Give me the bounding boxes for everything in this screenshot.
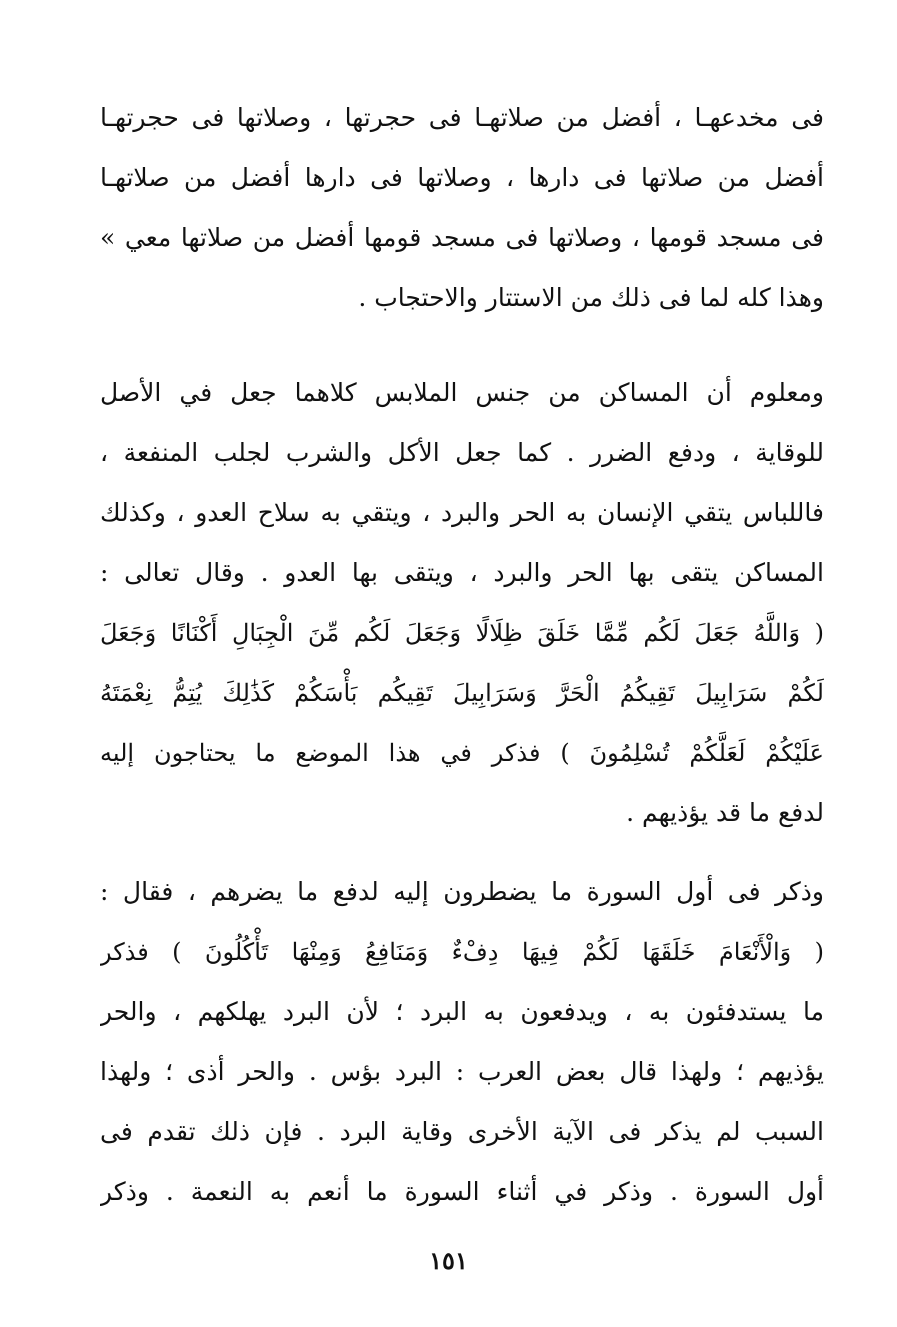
text-line: السبب لم يذكر فى الآية الأخرى وقاية البرد . فإن ذلك تقدم فى [100, 1117, 824, 1146]
text-line: أفضل من صلاتها فى دارها ، وصلاتها فى دارها أفضل من صلاتهـا [100, 163, 824, 192]
text-line: ما يستدفئون به ، ويدفعون به البرد ؛ لأن البرد يهلكهم ، والحر [100, 997, 824, 1026]
text-line: فى مخدعهـا ، أفضل من صلاتهـا فى حجرتها ، وصلاتها فى حجرتهـا [100, 103, 824, 132]
page-number: ١٥١ [429, 1246, 468, 1275]
text-line: للوقاية ، ودفع الضرر . كما جعل الأكل والشرب لجلب المنفعة ، [100, 438, 824, 467]
text-line: يؤذيهم ؛ ولهذا قال بعض العرب : البرد بؤس . والحر أذى ؛ ولهذا [100, 1057, 824, 1086]
text-line: وهذا كله لما فى ذلك من الاستتار والاحتجاب . [358, 283, 824, 312]
paragraph-1 [100, 88, 824, 328]
quran-verse-line: عَلَيْكُمْ لَعَلَّكُمْ تُسْلِمُونَ ) فذكر في هذا الموضع ما يحتاجون إليه [100, 739, 824, 767]
text-line: لدفع ما قد يؤذيهم . [626, 798, 824, 827]
quran-verse-line: لَكُمْ سَرَابِيلَ تَقِيكُمُ الْحَرَّ وَسَرَابِيلَ تَقِيكُم بَأْسَكُمْ كَذَٰلِكَ يُتِمُّ نِعْمَتَهُ [100, 679, 824, 707]
text-line: أول السورة . وذكر في أثناء السورة ما أنعم به النعمة . وذكر [100, 1177, 824, 1206]
text-line: ومعلوم أن المساكن من جنس الملابس كلاهما جعل في الأصل [100, 378, 824, 407]
text-line: فاللباس يتقي الإنسان به الحر والبرد ، ويتقي به سلاح العدو ، وكذلك [100, 498, 824, 527]
text-line: المساكن يتقى بها الحر والبرد ، ويتقى بها العدو . وقال تعالى : [100, 558, 824, 587]
text-line: وذكر فى أول السورة ما يضطرون إليه لدفع ما يضرهم ، فقال : [100, 877, 824, 906]
quran-verse-line: ( وَاللَّهُ جَعَلَ لَكُم مِّمَّا خَلَقَ ظِلَالًا وَجَعَلَ لَكُم مِّنَ الْجِبَالِ أَكْنَانًا وَجَعَلَ [100, 619, 824, 647]
quran-verse-line: ( وَالْأَنْعَامَ خَلَقَهَا لَكُمْ فِيهَا دِفْءٌ وَمَنَافِعُ وَمِنْهَا تَأْكُلُونَ ) فذكر [100, 938, 824, 966]
text-line: فى مسجد قومها ، وصلاتها فى مسجد قومها أفضل من صلاتها معي » [100, 223, 824, 252]
paragraph-2 [100, 363, 824, 843]
paragraph-3 [100, 862, 824, 1222]
